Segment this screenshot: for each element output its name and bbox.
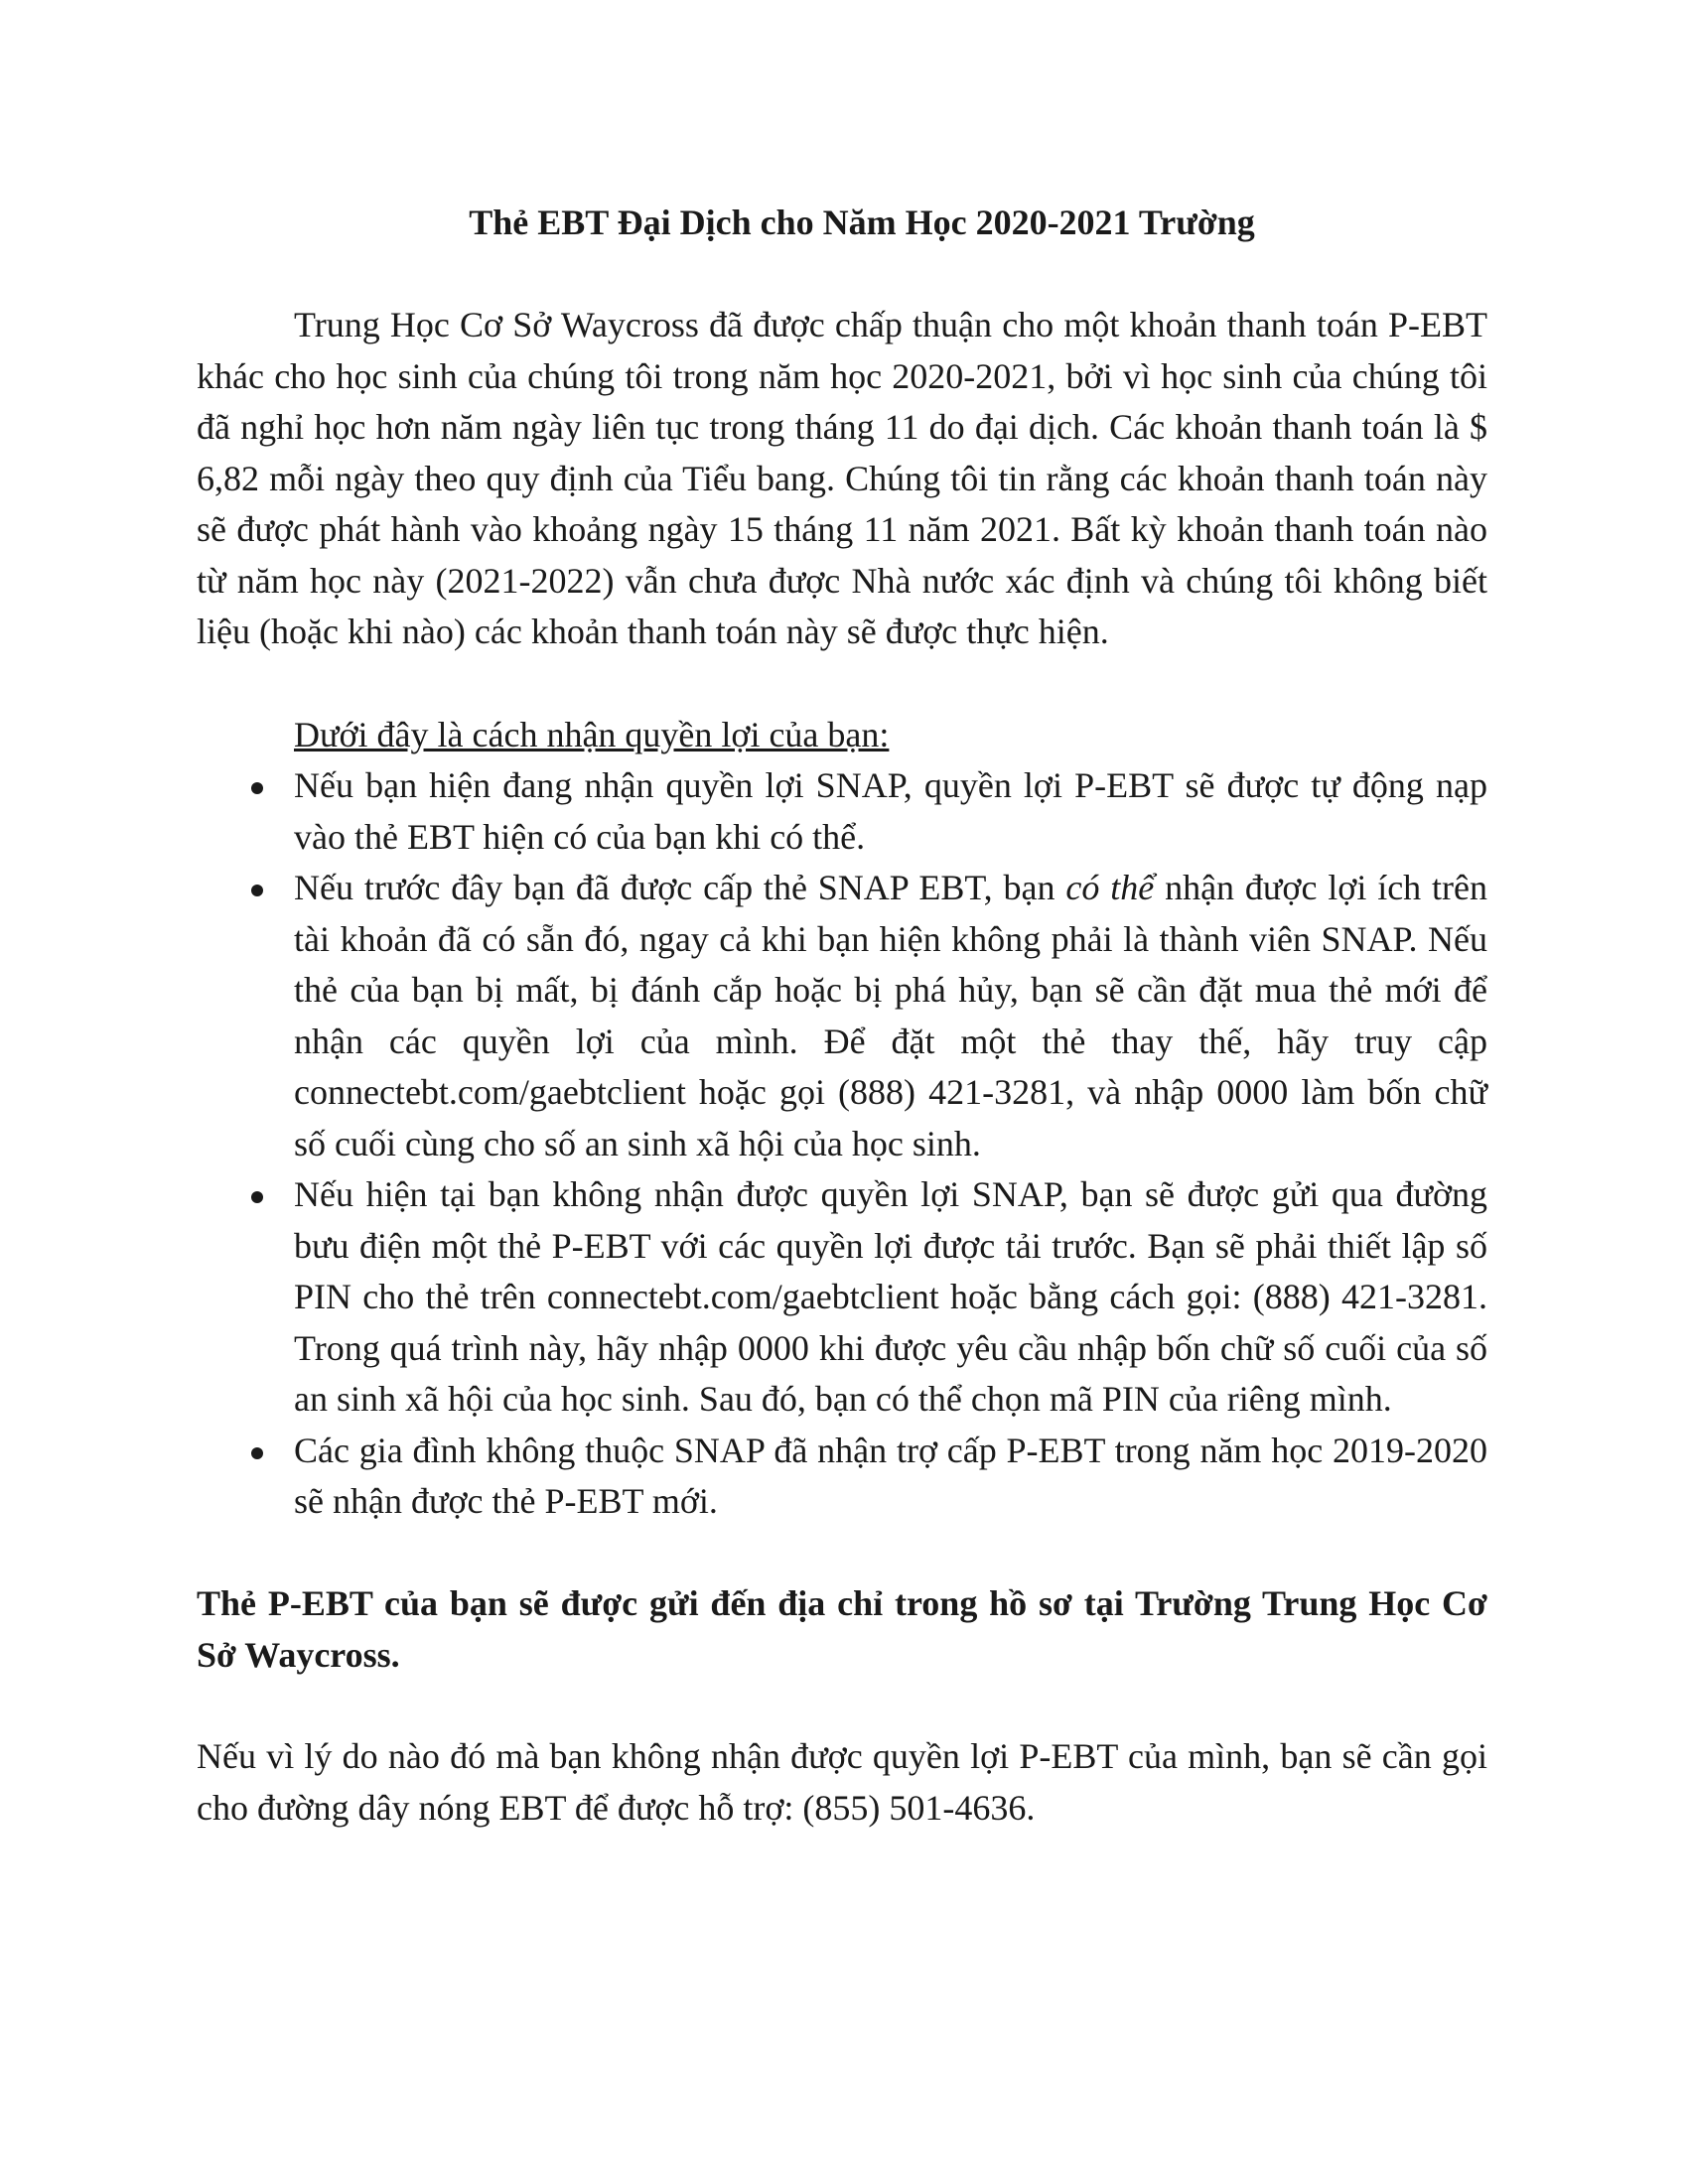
- list-item: [197, 760, 1487, 863]
- bullet-icon: [251, 885, 263, 896]
- list-item: [197, 1169, 1487, 1426]
- list-item-text-start: Nếu trước đây bạn đã được cấp thẻ SNAP EBT, bạn: [294, 868, 1066, 907]
- list-item: [197, 863, 1487, 1169]
- bullet-icon: [251, 1191, 263, 1203]
- card-address-note: Thẻ P-EBT của bạn sẽ được gửi đến địa chỉ trong hồ sơ tại Trường Trung Học Cơ Sở Waycross.: [197, 1582, 1487, 1675]
- hotline-note: Nếu vì lý do nào đó mà bạn không nhận được quyền lợi P-EBT của mình, bạn sẽ cần gọi cho đường dây nóng EBT để được hỗ trợ: (855) 501-4636.: [197, 1735, 1487, 1828]
- benefits-subheading: Dưới đây là cách nhận quyền lợi của bạn:: [294, 714, 890, 754]
- document-page: [197, 199, 1487, 1834]
- benefits-list: [197, 760, 1487, 1528]
- bullet-icon: [251, 1447, 263, 1459]
- list-item-emphasis: có thể: [1065, 868, 1155, 907]
- list-item-text: Các gia đình không thuộc SNAP đã nhận trợ cấp P-EBT trong năm học 2019-2020 sẽ nhận được thẻ P-EBT mới.: [294, 1430, 1487, 1521]
- bullet-icon: [251, 782, 263, 794]
- list-item-text: Nếu bạn hiện đang nhận quyền lợi SNAP, quyền lợi P-EBT sẽ được tự động nạp vào thẻ EBT hiện có của bạn khi có thể.: [294, 765, 1487, 857]
- document-title: Thẻ EBT Đại Dịch cho Năm Học 2020-2021 Trường: [469, 203, 1255, 242]
- list-item: [197, 1426, 1487, 1528]
- list-item-text: Nếu hiện tại bạn không nhận được quyền lợi SNAP, bạn sẽ được gửi qua đường bưu điện một thẻ P-EBT với các quyền lợi được tải trước. Bạn sẽ phải thiết lập số PIN cho thẻ trên connectebt.com/gaebtclient hoặc bằng cách gọi: (888) 421-3281. Trong quá trình này, hãy nhập 0000 khi được yêu cầu nhập bốn chữ số cuối của số an sinh xã hội của học sinh. Sau đó, bạn có thể chọn mã PIN của riêng mình.: [294, 1174, 1487, 1419]
- list-item-text-end: nhận được lợi ích trên tài khoản đã có sẵn đó, ngay cả khi bạn hiện không phải là thành viên SNAP. Nếu thẻ của bạn bị mất, bị đánh cắp hoặc bị phá hủy, bạn sẽ cần đặt mua thẻ mới để nhận các quyền lợi của mình. Để đặt một thẻ thay thế, hãy truy cập connectebt.com/gaebtclient hoặc gọi (888) 421-3281, và nhập 0000 làm bốn chữ số cuối cùng cho số an sinh xã hội của học sinh.: [294, 868, 1488, 1163]
- intro-paragraph: Trung Học Cơ Sở Waycross đã được chấp thuận cho một khoản thanh toán P-EBT khác cho học sinh của chúng tôi trong năm học 2020-2021, bởi vì học sinh của chúng tôi đã nghỉ học hơn năm ngày liên tục trong tháng 11 do đại dịch. Các khoản thanh toán là $ 6,82 mỗi ngày theo quy định của Tiểu bang. Chúng tôi tin rằng các khoản thanh toán này sẽ được phát hành vào khoảng ngày 15 tháng 11 năm 2021. Bất kỳ khoản thanh toán nào từ năm học này (2021-2022) vẫn chưa được Nhà nước xác định và chúng tôi không biết liệu (hoặc khi nào) các khoản thanh toán này sẽ được thực hiện.: [197, 305, 1487, 651]
